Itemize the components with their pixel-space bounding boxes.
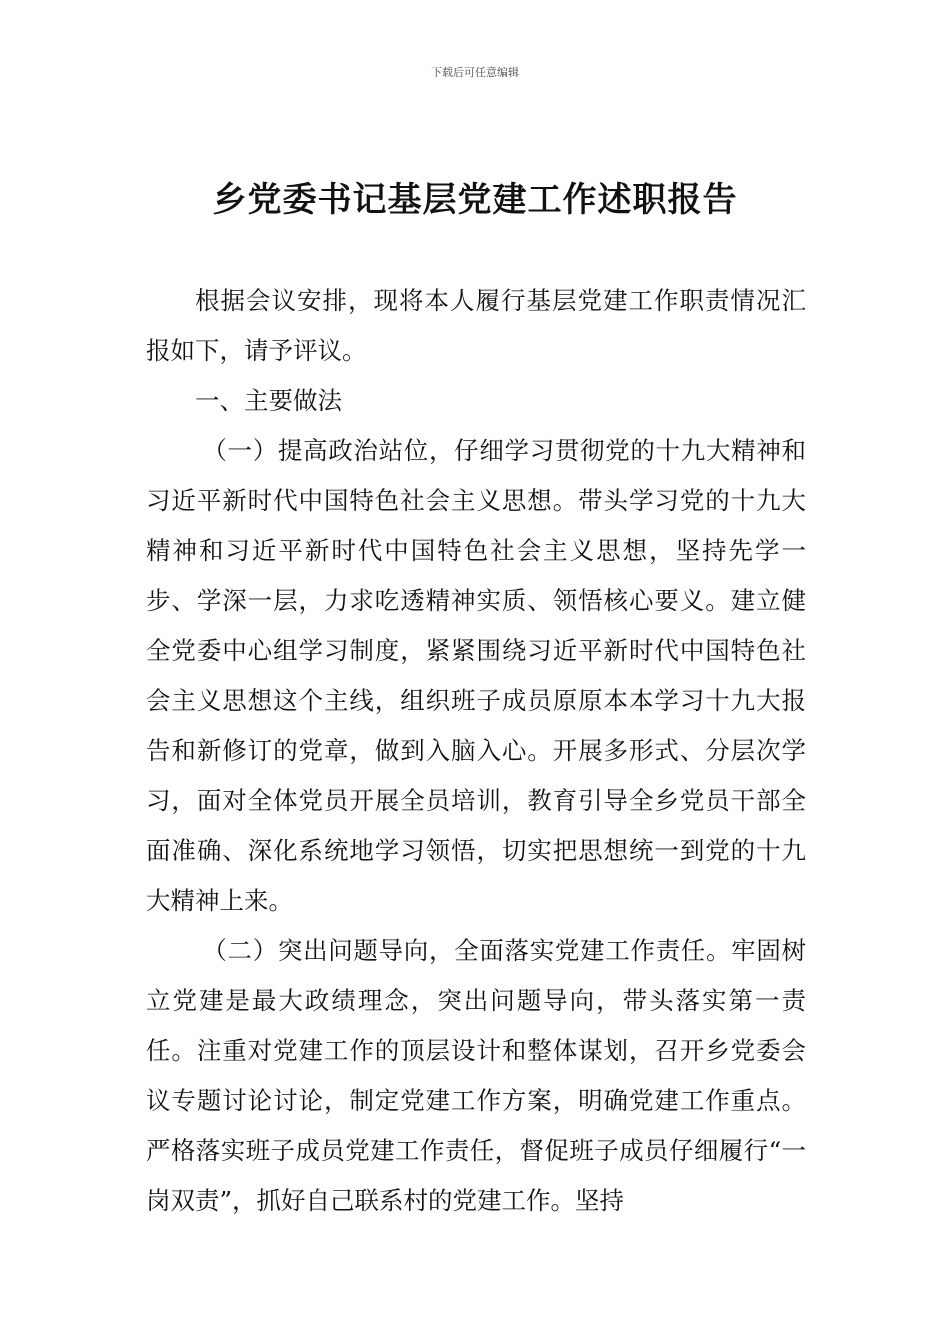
paragraph-intro: 根据会议安排，现将本人履行基层党建工作职责情况汇报如下，请予评议。 [146,286,806,365]
page-header-note: 下载后可任意编辑 [431,66,519,79]
section-heading-main-practices: 一、主要做法 [195,386,342,415]
paragraph-item-1: （一）提高政治站位，仔细学习贯彻党的十九大精神和习近平新时代中国特色社会主义思想。带头学习党的十九大精神和习近平新时代中国特色社会主义思想，坚持先学一步、学深一层，力求吃透精神实质、领悟核心要义。建立健全党委中心组学习制度，紧紧围绕习近平新时代中国特色社会主义思想这个主线，组织班子成员原原本本学习十九大报告和新修订的党章，做到入脑入心。开展多形式、分层次学习，面对全体党员开展全员培训，教育引导全乡党员干部全面准确、深化系统地学习领悟，切实把思想统一到党的十九大精神上来。 [146,436,806,915]
paragraph-item-2: （二）突出问题导向，全面落实党建工作责任。牢固树立党建是最大政绩理念，突出问题导向，带头落实第一责任。注重对党建工作的顶层设计和整体谋划，召开乡党委会议专题讨论讨论，制定党建工作方案，明确党建工作重点。严格落实班子成员党建工作责任，督促班子成员仔细履行“一岗双责”，抓好自己联系村的党建工作。坚持 [146,936,806,1215]
document-title: 乡党委书记基层党建工作述职报告 [212,180,738,220]
document-body [146,276,806,1226]
